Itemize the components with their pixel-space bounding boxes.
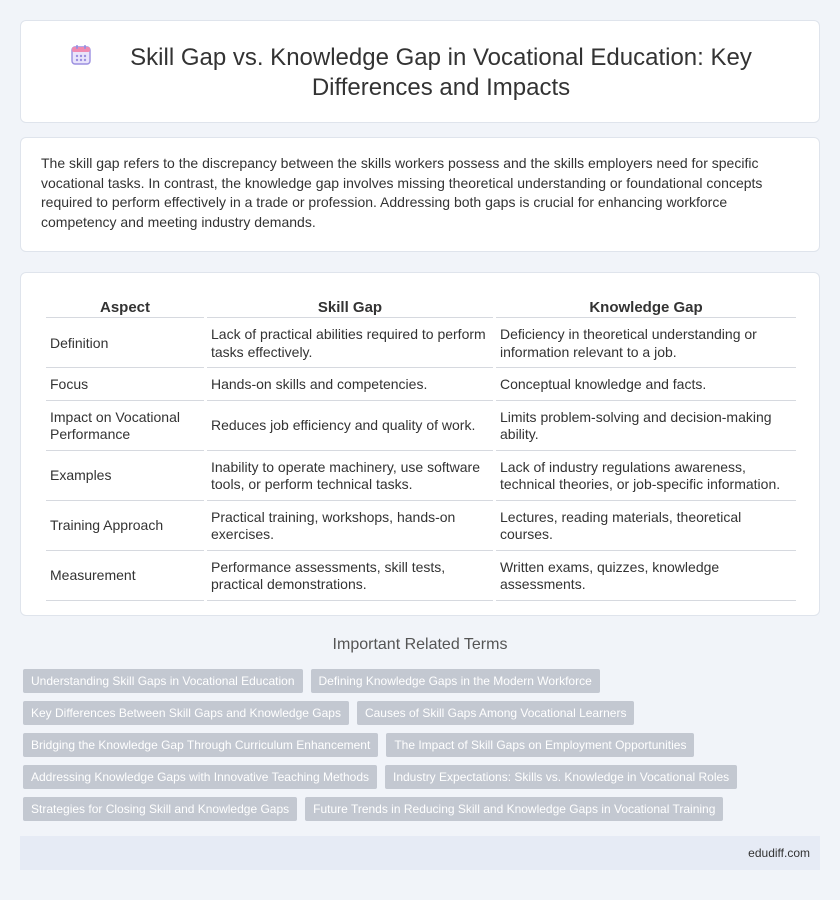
table-row	[46, 370, 796, 401]
table-row	[46, 453, 796, 501]
calendar-icon	[69, 43, 93, 67]
tag-row	[23, 765, 823, 797]
related-terms-title: Important Related Terms	[332, 636, 508, 653]
related-term-link[interactable]: The Impact of Skill Gaps on Employment Opportunities	[386, 733, 694, 757]
aspect-cell: Examples	[46, 453, 204, 501]
tag-row	[23, 733, 823, 765]
footer	[20, 836, 820, 870]
knowledge-gap-cell: Lectures, reading materials, theoretical courses.	[496, 503, 796, 551]
related-terms-list	[23, 669, 823, 829]
related-term-link[interactable]: Strategies for Closing Skill and Knowledge Gaps	[23, 797, 297, 821]
knowledge-gap-cell: Conceptual knowledge and facts.	[496, 370, 796, 401]
knowledge-gap-cell: Lack of industry regulations awareness, technical theories, or job-specific information.	[496, 453, 796, 501]
intro-text: The skill gap refers to the discrepancy between the skills workers possess and the skills employers need for specific vocational tasks. In contrast, the knowledge gap involves missing theoretical understanding or foundational concepts required to perform effectively in a trade or profession. Addressing both gaps is crucial for enhancing workforce competency and meeting industry demands.	[41, 155, 763, 230]
skill-gap-cell: Hands-on skills and competencies.	[207, 370, 493, 401]
aspect-cell: Impact on Vocational Performance	[46, 403, 204, 451]
page-title: Skill Gap vs. Knowledge Gap in Vocational Education: Key Differences and Impacts	[130, 44, 752, 101]
column-header: Aspect	[46, 297, 204, 318]
skill-gap-cell: Lack of practical abilities required to perform tasks effectively.	[207, 320, 493, 368]
aspect-cell: Measurement	[46, 553, 204, 601]
column-header: Knowledge Gap	[496, 297, 796, 318]
table-row	[46, 320, 796, 368]
related-term-link[interactable]: Industry Expectations: Skills vs. Knowledge in Vocational Roles	[385, 765, 737, 789]
skill-gap-cell: Practical training, workshops, hands-on exercises.	[207, 503, 493, 551]
aspect-cell: Focus	[46, 370, 204, 401]
tag-row	[23, 669, 823, 701]
intro-card	[20, 137, 820, 252]
aspect-cell: Definition	[46, 320, 204, 368]
related-term-link[interactable]: Bridging the Knowledge Gap Through Curriculum Enhancement	[23, 733, 378, 757]
header-card	[20, 20, 820, 123]
knowledge-gap-cell: Limits problem-solving and decision-making ability.	[496, 403, 796, 451]
knowledge-gap-cell: Written exams, quizzes, knowledge assessments.	[496, 553, 796, 601]
related-term-link[interactable]: Future Trends in Reducing Skill and Knowledge Gaps in Vocational Training	[305, 797, 723, 821]
tag-row	[23, 797, 823, 829]
table-row	[46, 403, 796, 451]
skill-gap-cell: Reduces job efficiency and quality of work.	[207, 403, 493, 451]
table-header-row	[46, 297, 796, 318]
related-term-link[interactable]: Addressing Knowledge Gaps with Innovative Teaching Methods	[23, 765, 377, 789]
tag-row	[23, 701, 823, 733]
comparison-table	[43, 295, 799, 603]
skill-gap-cell: Inability to operate machinery, use software tools, or perform technical tasks.	[207, 453, 493, 501]
footer-site-link[interactable]: edudiff.com	[748, 846, 810, 860]
table-row	[46, 553, 796, 601]
related-term-link[interactable]: Defining Knowledge Gaps in the Modern Workforce	[311, 669, 600, 693]
column-header: Skill Gap	[207, 297, 493, 318]
title-wrap	[21, 43, 819, 103]
knowledge-gap-cell: Deficiency in theoretical understanding or information relevant to a job.	[496, 320, 796, 368]
related-term-link[interactable]: Understanding Skill Gaps in Vocational Education	[23, 669, 303, 693]
related-term-link[interactable]: Key Differences Between Skill Gaps and Knowledge Gaps	[23, 701, 349, 725]
comparison-table-card	[20, 272, 820, 616]
related-term-link[interactable]: Causes of Skill Gaps Among Vocational Learners	[357, 701, 634, 725]
table-row	[46, 503, 796, 551]
aspect-cell: Training Approach	[46, 503, 204, 551]
skill-gap-cell: Performance assessments, skill tests, practical demonstrations.	[207, 553, 493, 601]
